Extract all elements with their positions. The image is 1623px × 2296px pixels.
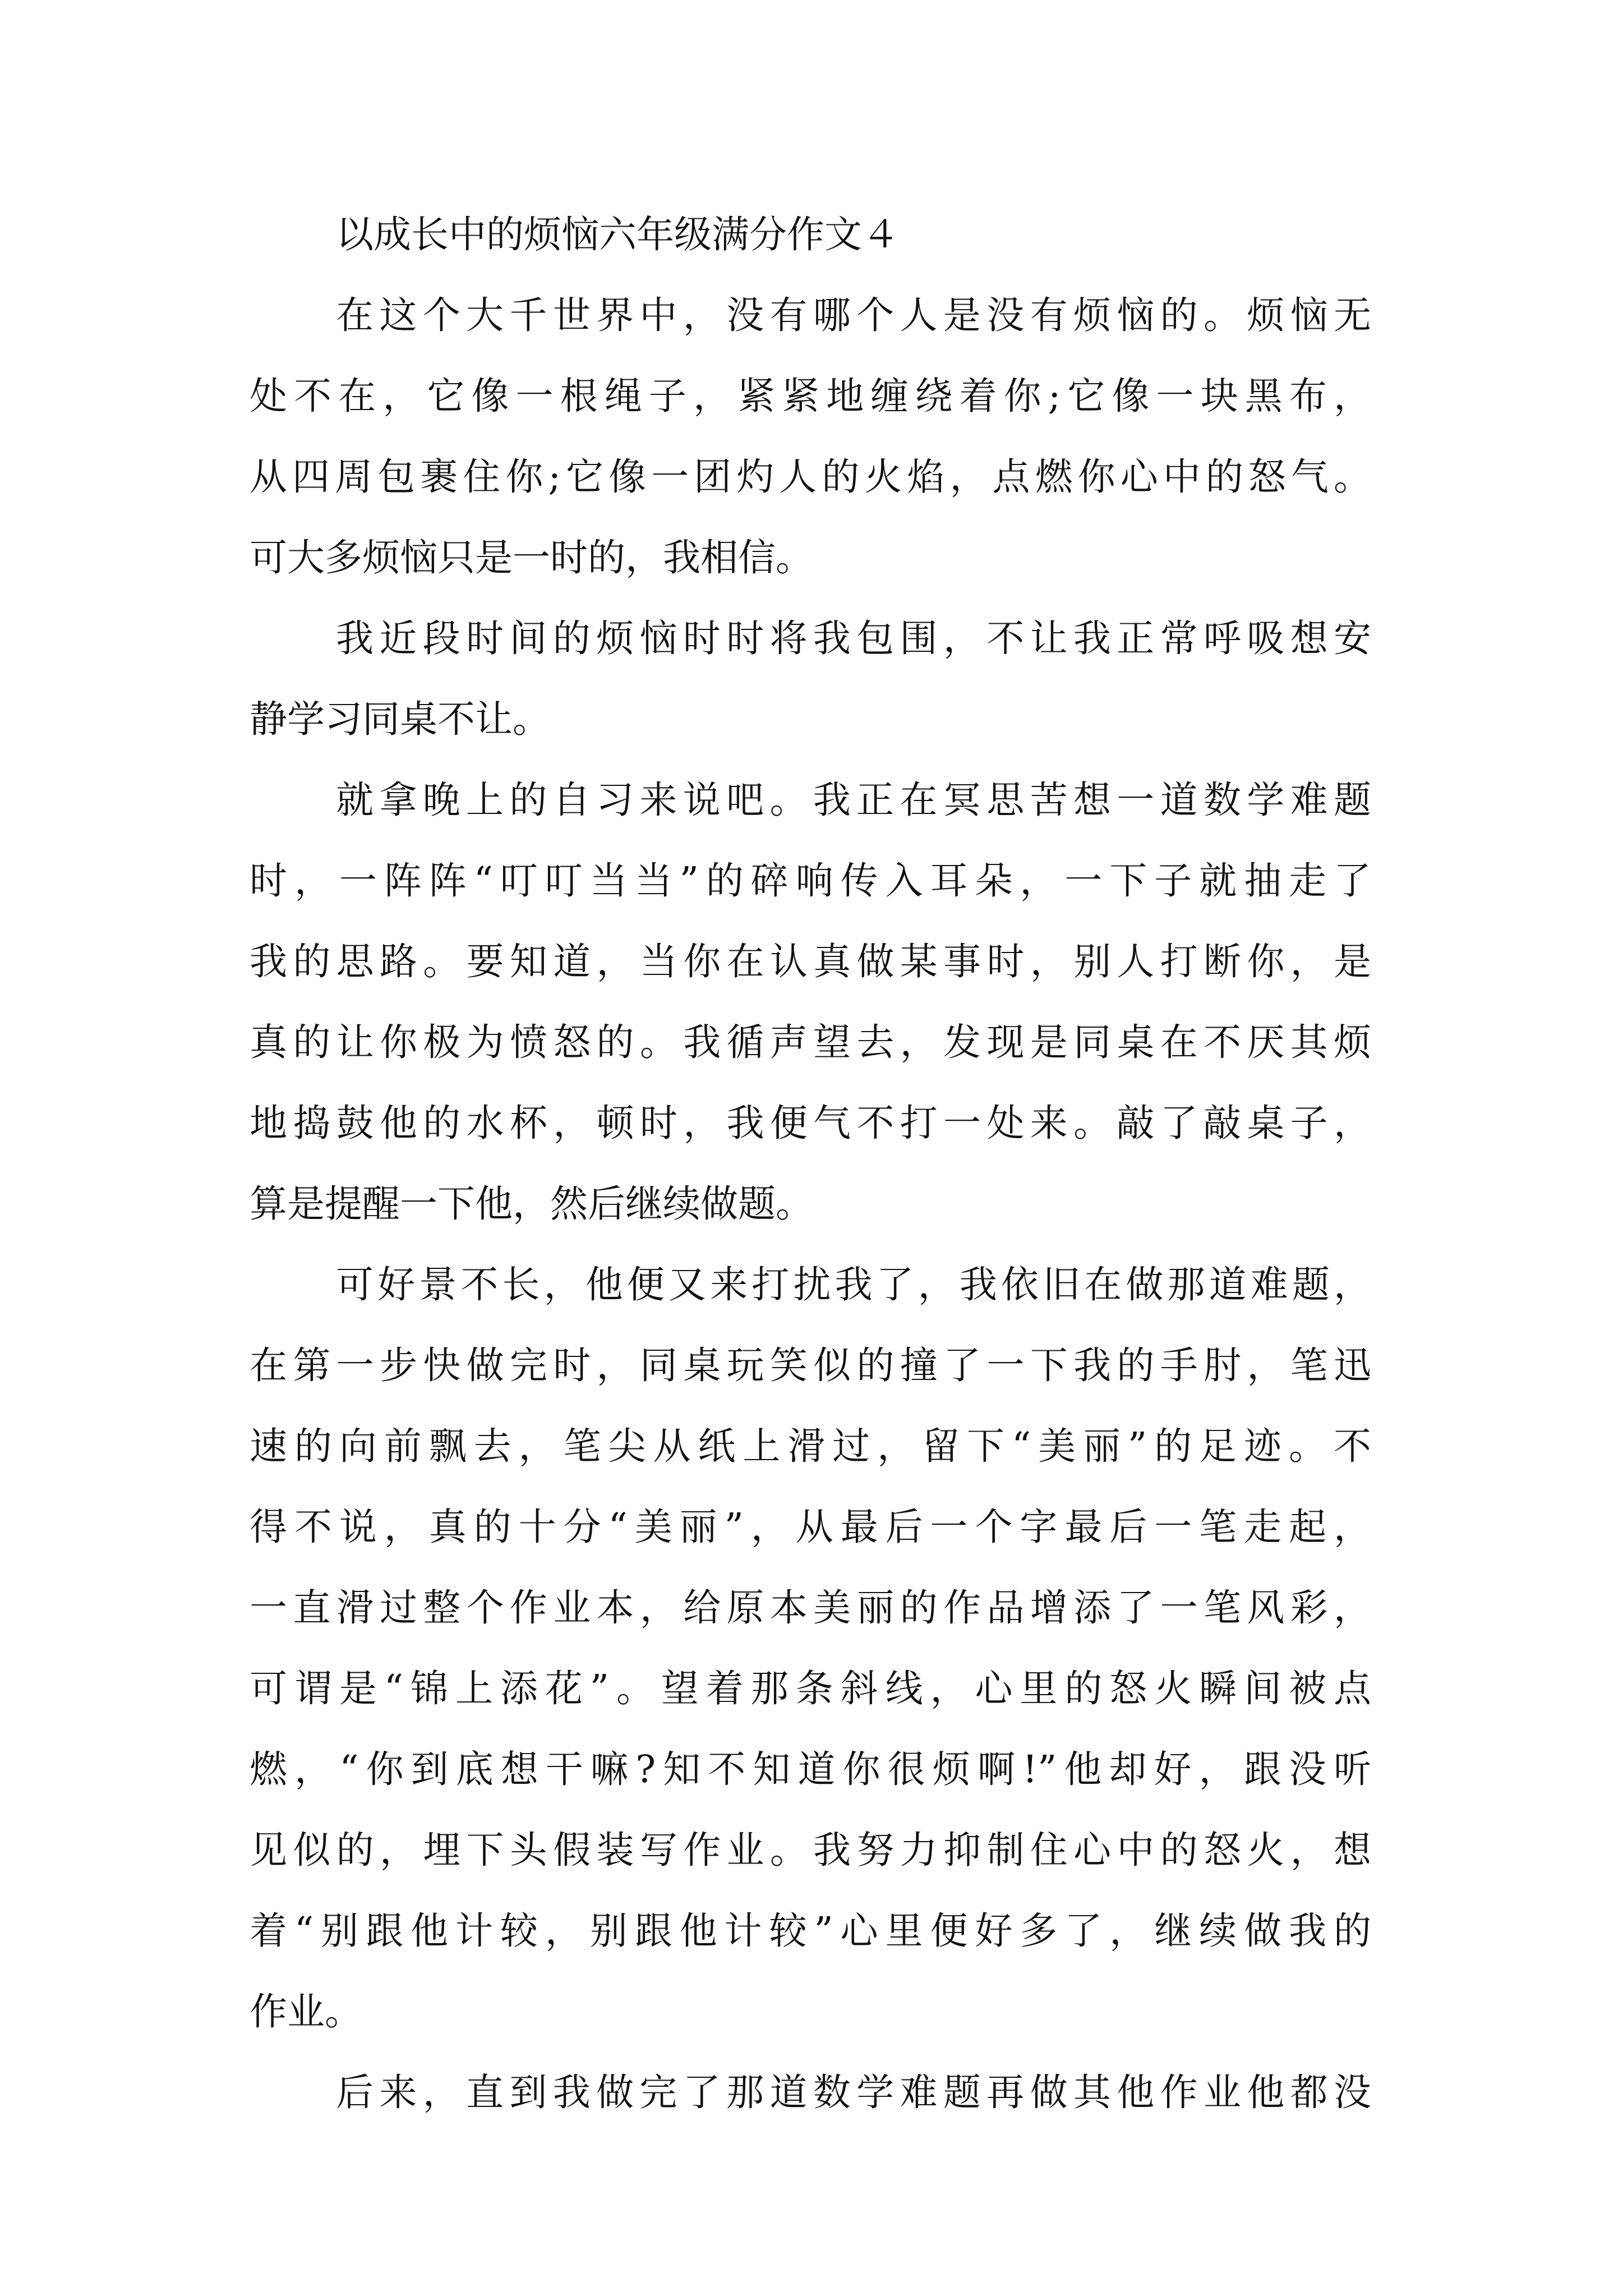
- paragraph-4-line-2: 在第一步快做完时，同桌玩笑似的撞了一下我的手肘，笔迅: [250, 1343, 1371, 1387]
- paragraph-4-line-1: 可好景不长，他便又来打扰我了，我依旧在做那道难题，: [336, 1263, 1371, 1306]
- paragraph-1-line-2: 处不在，它像一根绳子，紧紧地缠绕着你;它像一块黑布，: [250, 374, 1371, 418]
- paragraph-3-line-3: 我的思路。要知道，当你在认真做某事时，别人打断你，是: [250, 940, 1371, 983]
- paragraph-2-line-2: 静学习同桌不让。: [250, 697, 550, 741]
- paragraph-4-line-6: 可谓是“锦上添花”。望着那条斜线，心里的怒火瞬间被点: [250, 1667, 1371, 1710]
- paragraph-3-line-5: 地捣鼓他的水杯，顿时，我便气不打一处来。敲了敲桌子，: [250, 1101, 1371, 1145]
- paragraph-3-line-1: 就拿晚上的自习来说吧。我正在冥思苦想一道数学难题: [336, 778, 1371, 822]
- paragraph-3-line-4: 真的让你极为愤怒的。我循声望去，发现是同桌在不厌其烦: [250, 1020, 1371, 1064]
- paragraph-1-line-3: 从四周包裹住你;它像一团灼人的火焰，点燃你心中的怒气。: [250, 455, 1371, 499]
- paragraph-1-line-1: 在这个大千世界中，没有哪个人是没有烦恼的。烦恼无: [336, 293, 1371, 337]
- paragraph-4-line-10: 作业。: [250, 1990, 362, 2033]
- paragraph-4-line-8: 见似的，埋下头假装写作业。我努力抑制住心中的怒火，想: [250, 1828, 1371, 1872]
- paragraph-5-line-1: 后来，直到我做完了那道数学难题再做其他作业他都没: [336, 2070, 1371, 2114]
- paragraph-3-line-6: 算是提醒一下他，然后继续做题。: [250, 1182, 813, 1226]
- paragraph-3-line-2: 时，一阵阵“叮叮当当”的碎响传入耳朵，一下子就抽走了: [250, 859, 1371, 903]
- paragraph-4-line-4: 得不说，真的十分“美丽”，从最后一个字最后一笔走起，: [250, 1505, 1371, 1549]
- paragraph-4-line-5: 一直滑过整个作业本，给原本美丽的作品增添了一笔风彩，: [250, 1586, 1371, 1630]
- paragraph-2-line-1: 我近段时间的烦恼时时将我包围，不让我正常呼吸想安: [336, 616, 1371, 660]
- paragraph-4-line-3: 速的向前飘去，笔尖从纸上滑过，留下“美丽”的足迹。不: [250, 1424, 1371, 1468]
- paragraph-4-line-7: 燃，“你到底想干嘛?知不知道你很烦啊!”他却好，跟没听: [250, 1747, 1371, 1791]
- document-title: 以成长中的烦恼六年级满分作文４: [336, 213, 900, 256]
- paragraph-4-line-9: 着“别跟他计较，别跟他计较”心里便好多了，继续做我的: [250, 1909, 1371, 1953]
- paragraph-1-line-4: 可大多烦恼只是一时的，我相信。: [250, 536, 813, 579]
- document-body: [250, 194, 1371, 2133]
